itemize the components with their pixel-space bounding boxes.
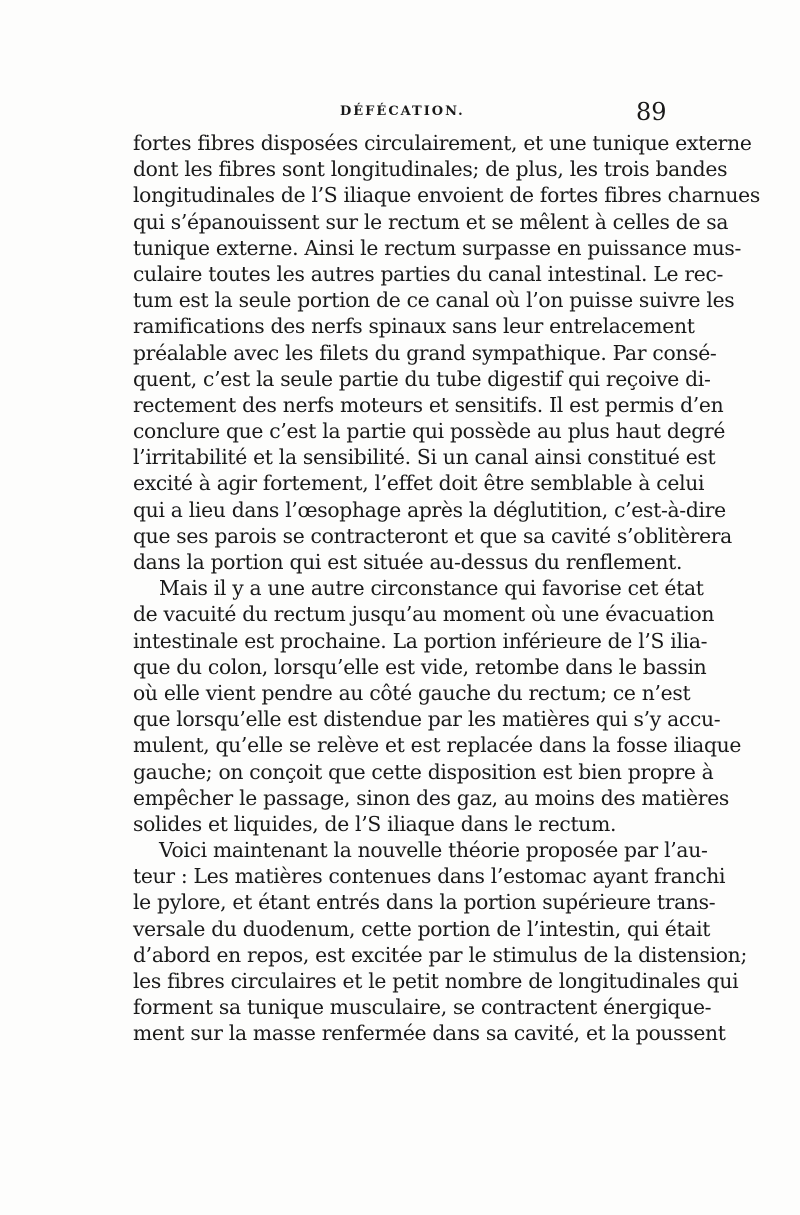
text-line: teur : Les matières contenues dans l’estomac ayant franchi — [133, 864, 726, 889]
text-line: d’abord en repos, est excitée par le stimulus de la distension; — [133, 942, 747, 967]
page-number: 89 — [636, 98, 667, 126]
text-line: ment sur la masse renfermée dans sa cavité, et la poussent — [133, 1021, 726, 1046]
text-line: le pylore, et étant entrés dans la portion supérieure trans- — [133, 890, 716, 915]
text-line: versale du duodenum, cette portion de l’intestin, qui était — [133, 916, 711, 941]
text-line: mulent, qu’elle se relève et est replacée dans la fosse iliaque — [133, 733, 742, 758]
text-line: forment sa tunique musculaire, se contractent énergique- — [133, 995, 712, 1020]
text-line: dont les fibres sont longitudinales; de plus, les trois bandes — [133, 157, 728, 182]
text-line: culaire toutes les autres parties du canal intestinal. Le rec- — [133, 261, 724, 286]
text-line: excité à agir fortement, l’effet doit être semblable à celui — [133, 471, 705, 496]
text-line: ramifications des nerfs spinaux sans leur entrelacement — [133, 314, 695, 339]
text-line: qui s’épanouissent sur le rectum et se mêlent à celles de sa — [133, 209, 729, 234]
text-line: gauche; on conçoit que cette disposition est bien propre à — [133, 759, 714, 784]
text-line: tunique externe. Ainsi le rectum surpasse en puissance mus- — [133, 235, 742, 260]
text-line: que ses parois se contracteront et que sa cavité s’oblitèrera — [133, 523, 732, 548]
running-head — [0, 98, 800, 130]
body-text — [133, 130, 760, 1047]
paragraph-start-line: Voici maintenant la nouvelle théorie proposée par l’au- — [159, 838, 708, 863]
text-line: rectement des nerfs moteurs et sensitifs. Il est permis d’en — [133, 392, 724, 417]
text-line: qui a lieu dans l’œsophage après la déglutition, c’est-à-dire — [133, 497, 726, 522]
text-line: que du colon, lorsqu’elle est vide, retombe dans le bassin — [133, 654, 707, 679]
text-line: empêcher le passage, sinon des gaz, au moins des matières — [133, 785, 730, 810]
text-line: préalable avec les filets du grand sympathique. Par consé- — [133, 340, 717, 365]
text-line: l’irritabilité et la sensibilité. Si un canal ainsi constitué est — [133, 445, 716, 470]
text-line: de vacuité du rectum jusqu’au moment où une évacuation — [133, 602, 715, 627]
text-line: les fibres circulaires et le petit nombre de longitudinales qui — [133, 969, 739, 993]
text-line: intestinale est prochaine. La portion inférieure de l’S ilia- — [133, 628, 708, 653]
text-line: tum est la seule portion de ce canal où l’on puisse suivre les — [133, 288, 735, 313]
text-line: longitudinales de l’S iliaque envoient de fortes fibres charnues — [133, 183, 760, 208]
paragraph-start-line: Mais il y a une autre circonstance qui favorise cet état — [159, 576, 704, 601]
text-line: conclure que c’est la partie qui possède au plus haut degré — [133, 419, 726, 444]
paragraph-end-line: solides et liquides, de l’S iliaque dans le rectum. — [133, 811, 617, 836]
text-line: quent, c’est la seule partie du tube digestif qui reçoive di- — [133, 366, 711, 391]
text-line: que lorsqu’elle est distendue par les matières qui s’y accu- — [133, 707, 721, 732]
running-title: DÉFÉCATION. — [340, 104, 465, 119]
text-line: où elle vient pendre au côté gauche du rectum; ce n’est — [133, 680, 691, 705]
paragraph-end-line: dans la portion qui est située au-dessus du renflement. — [133, 550, 683, 574]
text-line: fortes fibres disposées circulairement, et une tunique externe — [133, 131, 752, 155]
